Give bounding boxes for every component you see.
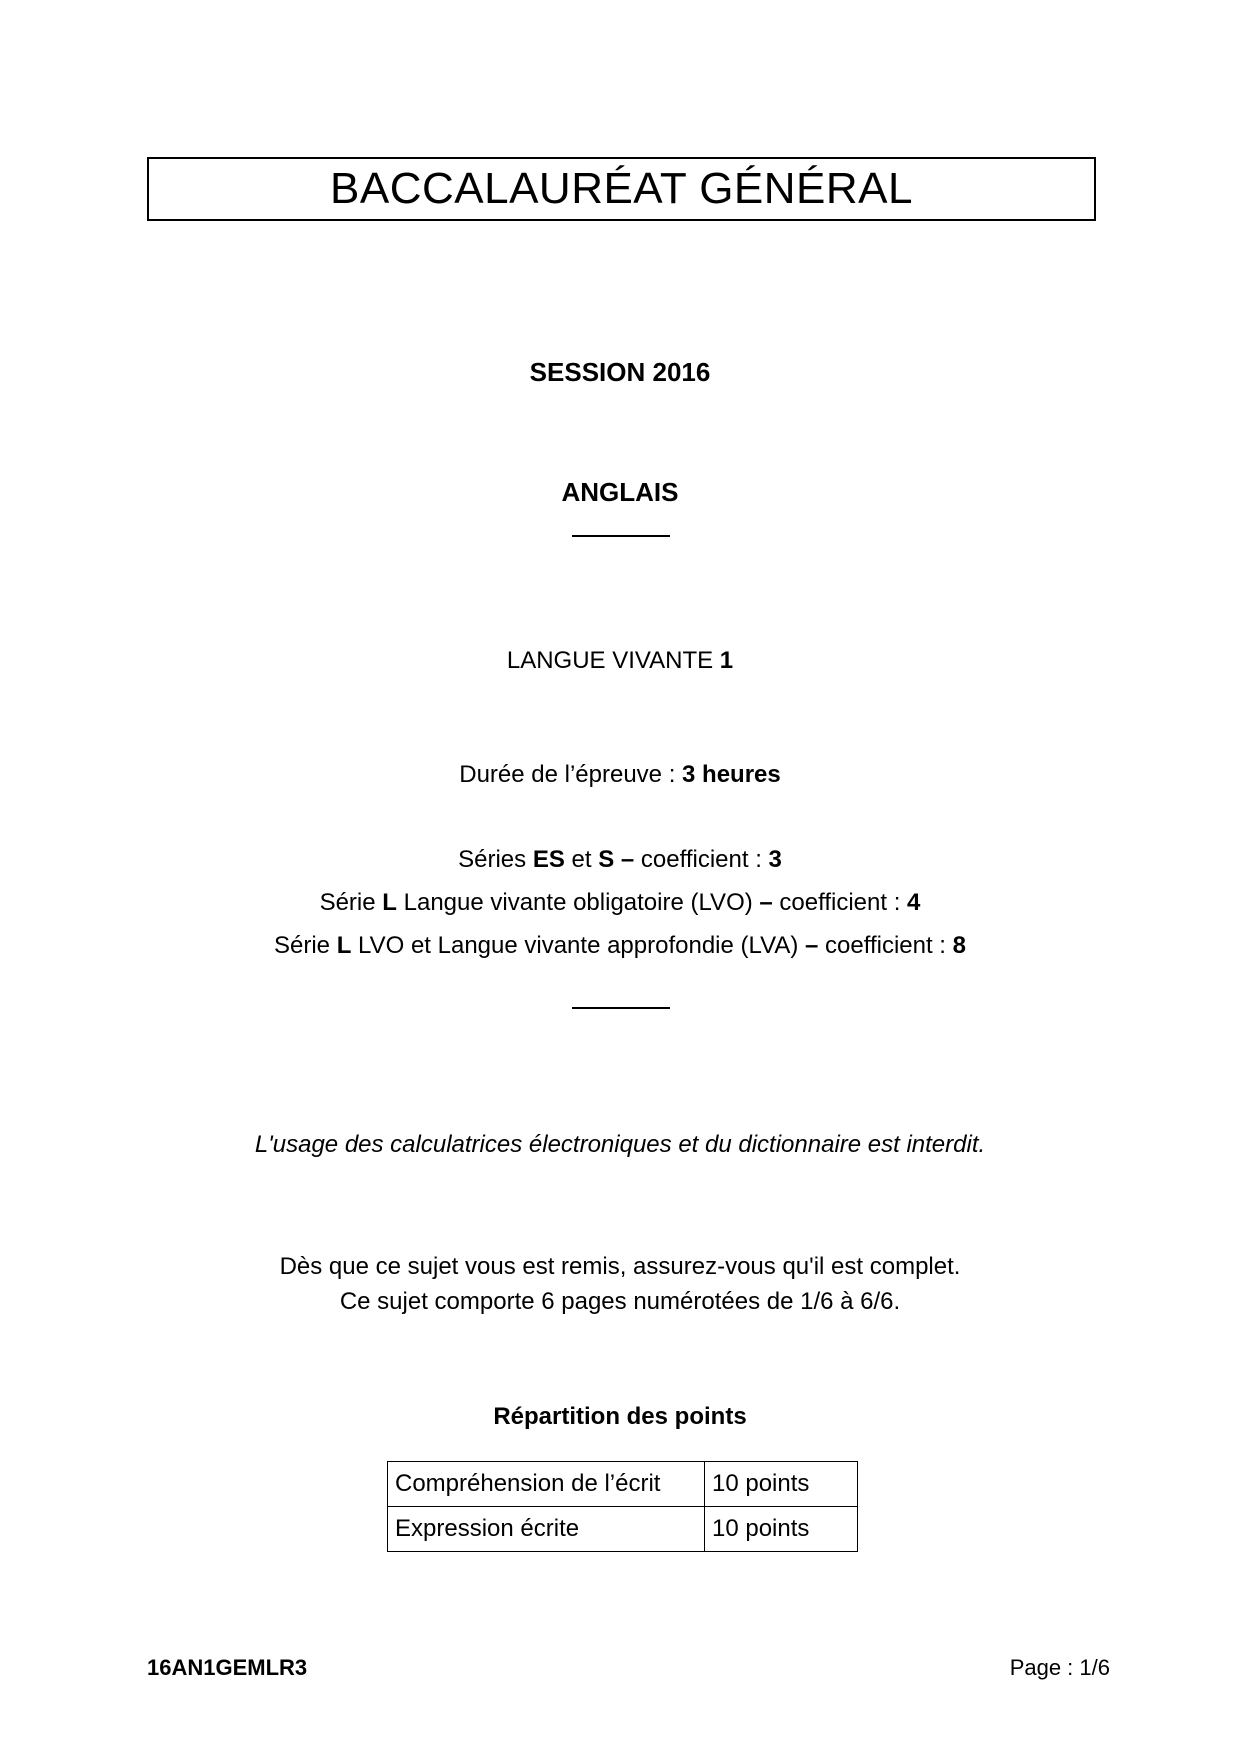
exam-title-box — [147, 157, 1096, 221]
series-text: coefficient : — [818, 932, 953, 959]
series-text — [614, 846, 621, 873]
table-cell-part: Compréhension de l’écrit — [388, 1462, 705, 1507]
series-coefficient: 8 — [952, 932, 966, 959]
instruction-line-1: Dès que ce sujet vous est remis, assurez-vous qu'il est complet. — [279, 1253, 961, 1280]
series-code: S — [598, 846, 615, 873]
table-row — [388, 1507, 858, 1552]
calculator-notice: L'usage des calculatrices électroniques et du dictionnaire est interdit. — [254, 1131, 986, 1158]
table-row — [388, 1462, 858, 1507]
subject-label: ANGLAIS — [561, 477, 679, 507]
series-code: L — [382, 889, 397, 916]
series-coefficient: 3 — [768, 846, 782, 873]
series-dash: – — [620, 846, 635, 873]
language-label: LANGUE VIVANTE — [506, 647, 714, 674]
subject-code: 16AN1GEMLR3 — [147, 1655, 308, 1680]
language-number: 1 — [719, 647, 734, 674]
series-code: ES — [532, 846, 565, 873]
exam-title: BACCALAURÉAT GÉNÉRAL — [330, 164, 913, 213]
divider-top — [572, 535, 670, 537]
series-line-3 — [0, 932, 1240, 960]
series-text: coefficient : — [634, 846, 769, 873]
series-dash: – — [759, 889, 773, 916]
session-label: SESSION 2016 — [529, 357, 711, 387]
table-cell-points: 10 points — [705, 1462, 858, 1507]
duration-value: 3 heures — [682, 761, 781, 788]
instruction-line-2: Ce sujet comporte 6 pages numérotées de 1/6 à 6/6. — [339, 1288, 901, 1315]
series-text: Langue vivante obligatoire (LVO) — [396, 889, 760, 916]
points-table — [387, 1461, 858, 1552]
table-cell-points: 10 points — [705, 1507, 858, 1552]
series-text: et — [564, 846, 599, 873]
series-text: coefficient : — [772, 889, 908, 916]
language-line — [0, 647, 1240, 675]
divider-bottom — [572, 1007, 670, 1009]
series-text: Séries — [458, 846, 533, 873]
series-coefficient: 4 — [907, 889, 921, 916]
table-cell-part: Expression écrite — [388, 1507, 705, 1552]
series-text: LVO et Langue vivante approfondie (LVA) — [351, 932, 805, 959]
series-dash: – — [804, 932, 819, 959]
series-text: Série — [319, 889, 383, 916]
series-text: Série — [273, 932, 337, 959]
page-number: Page : 1/6 — [1009, 1655, 1110, 1680]
points-title: Répartition des points — [493, 1403, 747, 1430]
series-line-2 — [0, 889, 1240, 917]
duration-label: Durée de l’épreuve : — [459, 761, 683, 788]
series-code: L — [336, 932, 352, 959]
series-line-1 — [0, 846, 1240, 874]
duration-line — [0, 761, 1240, 789]
